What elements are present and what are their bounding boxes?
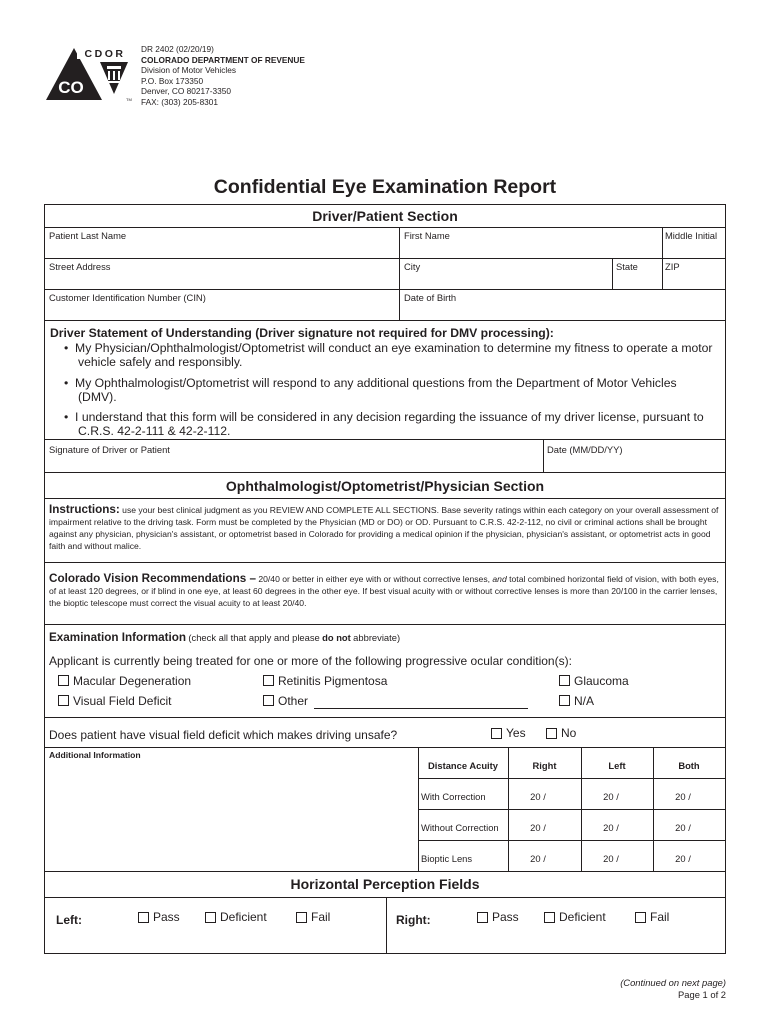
acuity-cell[interactable]: 20 / (603, 822, 619, 833)
state-field[interactable] (614, 272, 660, 290)
page-number: Page 1 of 2 (678, 989, 726, 1000)
cin-field[interactable] (47, 302, 397, 320)
perception-right-label: Right: (396, 913, 431, 927)
perception-heading: Horizontal Perception Fields (290, 876, 480, 892)
state-label: State (616, 261, 638, 272)
acuity-header: Right (532, 760, 557, 771)
acuity-cell[interactable]: 20 / (530, 822, 546, 833)
additional-info-label: Additional Information (49, 750, 141, 760)
street-address-field[interactable] (47, 272, 397, 290)
left-deficient-checkbox[interactable] (205, 912, 216, 923)
na-label: N/A (574, 694, 595, 708)
acuity-cell[interactable]: 20 / (675, 791, 691, 802)
retinitis-pigmentosa-checkbox[interactable] (263, 675, 274, 686)
acuity-row-label: Bioptic Lens (421, 853, 473, 864)
logo-text: CDOR (84, 48, 126, 60)
acuity-cell[interactable]: 20 / (603, 791, 619, 802)
visual-field-deficit-checkbox[interactable] (58, 695, 69, 706)
vision-recommendations: Colorado Vision Recommendations – 20/40 or better in either eye with or without corrective lenses, and total combined horizontal field of vision, with both eyes, of at least 120 degrees, or if blind in one eye, at least 60 degrees in the other eye. If best visual acuity with or without corrective lenses is more than 20/100 in the carrier lenses, the bioptic telescope must correct the visual acuity to at least 20/40. (49, 572, 719, 608)
conditions-intro: Applicant is currently being treated for one or more of the following progressive ocular condition(s): (49, 654, 572, 668)
logo-trademark: TM (126, 97, 132, 102)
statement-heading: Driver Statement of Understanding (Driver signature not required for DMV processing): (50, 326, 554, 340)
perception-left-label: Left: (56, 913, 82, 927)
date-of-birth-field[interactable] (402, 302, 724, 320)
acuity-header: Distance Acuity (428, 760, 498, 771)
logo-monogram: CO (58, 78, 84, 97)
right-deficient-checkbox[interactable] (544, 912, 555, 923)
left-fail-checkbox[interactable] (296, 912, 307, 923)
form-number: DR 2402 (02/20/19) (141, 44, 214, 54)
cin-label: Customer Identification Number (CIN) (49, 292, 206, 303)
right-fail-label: Fail (650, 910, 670, 924)
middle-initial-field[interactable] (664, 241, 724, 259)
deficit-yes-label: Yes (506, 726, 526, 740)
city-line: Denver, CO 80217-3350 (141, 86, 231, 97)
first-name-field[interactable] (402, 241, 660, 259)
date-of-birth-label: Date of Birth (404, 292, 457, 303)
department-name: COLORADO DEPARTMENT OF REVENUE (141, 54, 305, 65)
acuity-header: Left (608, 760, 626, 771)
instructions-text: Instructions: use your best clinical judgment as you REVIEW AND COMPLETE ALL SECTIONS. Base severity ratings within each category on your overall assessment of impairment relative to the driving task. Form must be completed by the Physician (MD or DO) or OD. Pursuant to C.R.S. 42-2-112, no civil or criminal actions shall be brought against any physician, physician's assistant, or optometrist based in Colorado for providing a medical opinion if the physician, physician's assistant, or optometrist acts in good faith and without malice. (49, 503, 719, 551)
acuity-header: Both (678, 760, 700, 771)
statement-bullet: • My Physician/Ophthalmologist/Optometrist will conduct an eye examination to determine my fitness to operate a motor vehicle safely and responsibly. (64, 341, 713, 369)
glaucoma-checkbox[interactable] (559, 675, 570, 686)
acuity-cell[interactable]: 20 / (603, 853, 619, 864)
patient-last-name-label: Patient Last Name (49, 230, 127, 241)
macular-degeneration-checkbox[interactable] (58, 675, 69, 686)
na-checkbox[interactable] (559, 695, 570, 706)
other-condition-field[interactable] (314, 708, 528, 709)
form-title: Confidential Eye Examination Report (213, 176, 557, 198)
agency-header (141, 44, 305, 108)
form-body (44, 204, 726, 954)
zip-field[interactable] (664, 272, 724, 290)
acuity-cell[interactable]: 20 / (675, 853, 691, 864)
street-address-label: Street Address (49, 261, 111, 272)
left-fail-label: Fail (311, 910, 331, 924)
acuity-cell[interactable]: 20 / (675, 822, 691, 833)
signature-date-field[interactable] (545, 455, 724, 473)
division-name: Division of Motor Vehicles (141, 65, 236, 76)
city-label: City (404, 261, 421, 272)
po-box: P.O. Box 173350 (141, 75, 204, 86)
zip-label: ZIP (665, 261, 680, 272)
other-label: Other (278, 694, 309, 708)
acuity-cell[interactable]: 20 / (530, 791, 546, 802)
acuity-row-label: Without Correction (421, 822, 499, 833)
left-deficient-label: Deficient (220, 910, 267, 924)
signature-field[interactable] (47, 455, 541, 473)
signature-date-label: Date (MM/DD/YY) (547, 444, 623, 455)
deficit-yes-checkbox[interactable] (491, 728, 502, 739)
glaucoma-label: Glaucoma (574, 674, 629, 688)
right-fail-checkbox[interactable] (635, 912, 646, 923)
left-pass-label: Pass (153, 910, 180, 924)
cdor-logo (44, 44, 134, 104)
right-pass-checkbox[interactable] (477, 912, 488, 923)
acuity-row-label: With Correction (421, 791, 486, 802)
deficit-question: Does patient have visual field deficit which makes driving unsafe? (49, 728, 398, 742)
additional-info-field[interactable] (47, 763, 415, 869)
statement-bullet: • I understand that this form will be considered in any decision regarding the issuance of my driver license, pursuant to C.R.S. 42-2-111 & 42-2-112. (64, 410, 704, 438)
right-pass-label: Pass (492, 910, 519, 924)
retinitis-pigmentosa-label: Retinitis Pigmentosa (278, 674, 388, 688)
examination-info-heading: Examination Information (check all that apply and please do not abbreviate) (49, 631, 401, 644)
acuity-cell[interactable]: 20 / (530, 853, 546, 864)
middle-initial-label: Middle Initial (665, 230, 718, 241)
deficit-no-label: No (561, 726, 577, 740)
deficit-no-checkbox[interactable] (546, 728, 557, 739)
left-pass-checkbox[interactable] (138, 912, 149, 923)
continued-note: (Continued on next page) (620, 977, 726, 988)
driver-section-heading: Driver/Patient Section (312, 208, 458, 224)
signature-label: Signature of Driver or Patient (49, 444, 170, 455)
page-footer (620, 977, 726, 1001)
right-deficient-label: Deficient (559, 910, 606, 924)
first-name-label: First Name (404, 230, 450, 241)
physician-section-heading: Ophthalmologist/Optometrist/Physician Section (225, 478, 545, 494)
patient-last-name-field[interactable] (47, 241, 397, 259)
city-field[interactable] (402, 272, 610, 290)
macular-degeneration-label: Macular Degeneration (73, 674, 192, 688)
visual-field-deficit-label: Visual Field Deficit (73, 694, 172, 708)
other-checkbox[interactable] (263, 695, 274, 706)
statement-bullet: • My Ophthalmologist/Optometrist will respond to any additional questions from the Department of Motor Vehicles (DMV). (64, 376, 677, 404)
fax-number: FAX: (303) 205-8301 (141, 96, 219, 107)
